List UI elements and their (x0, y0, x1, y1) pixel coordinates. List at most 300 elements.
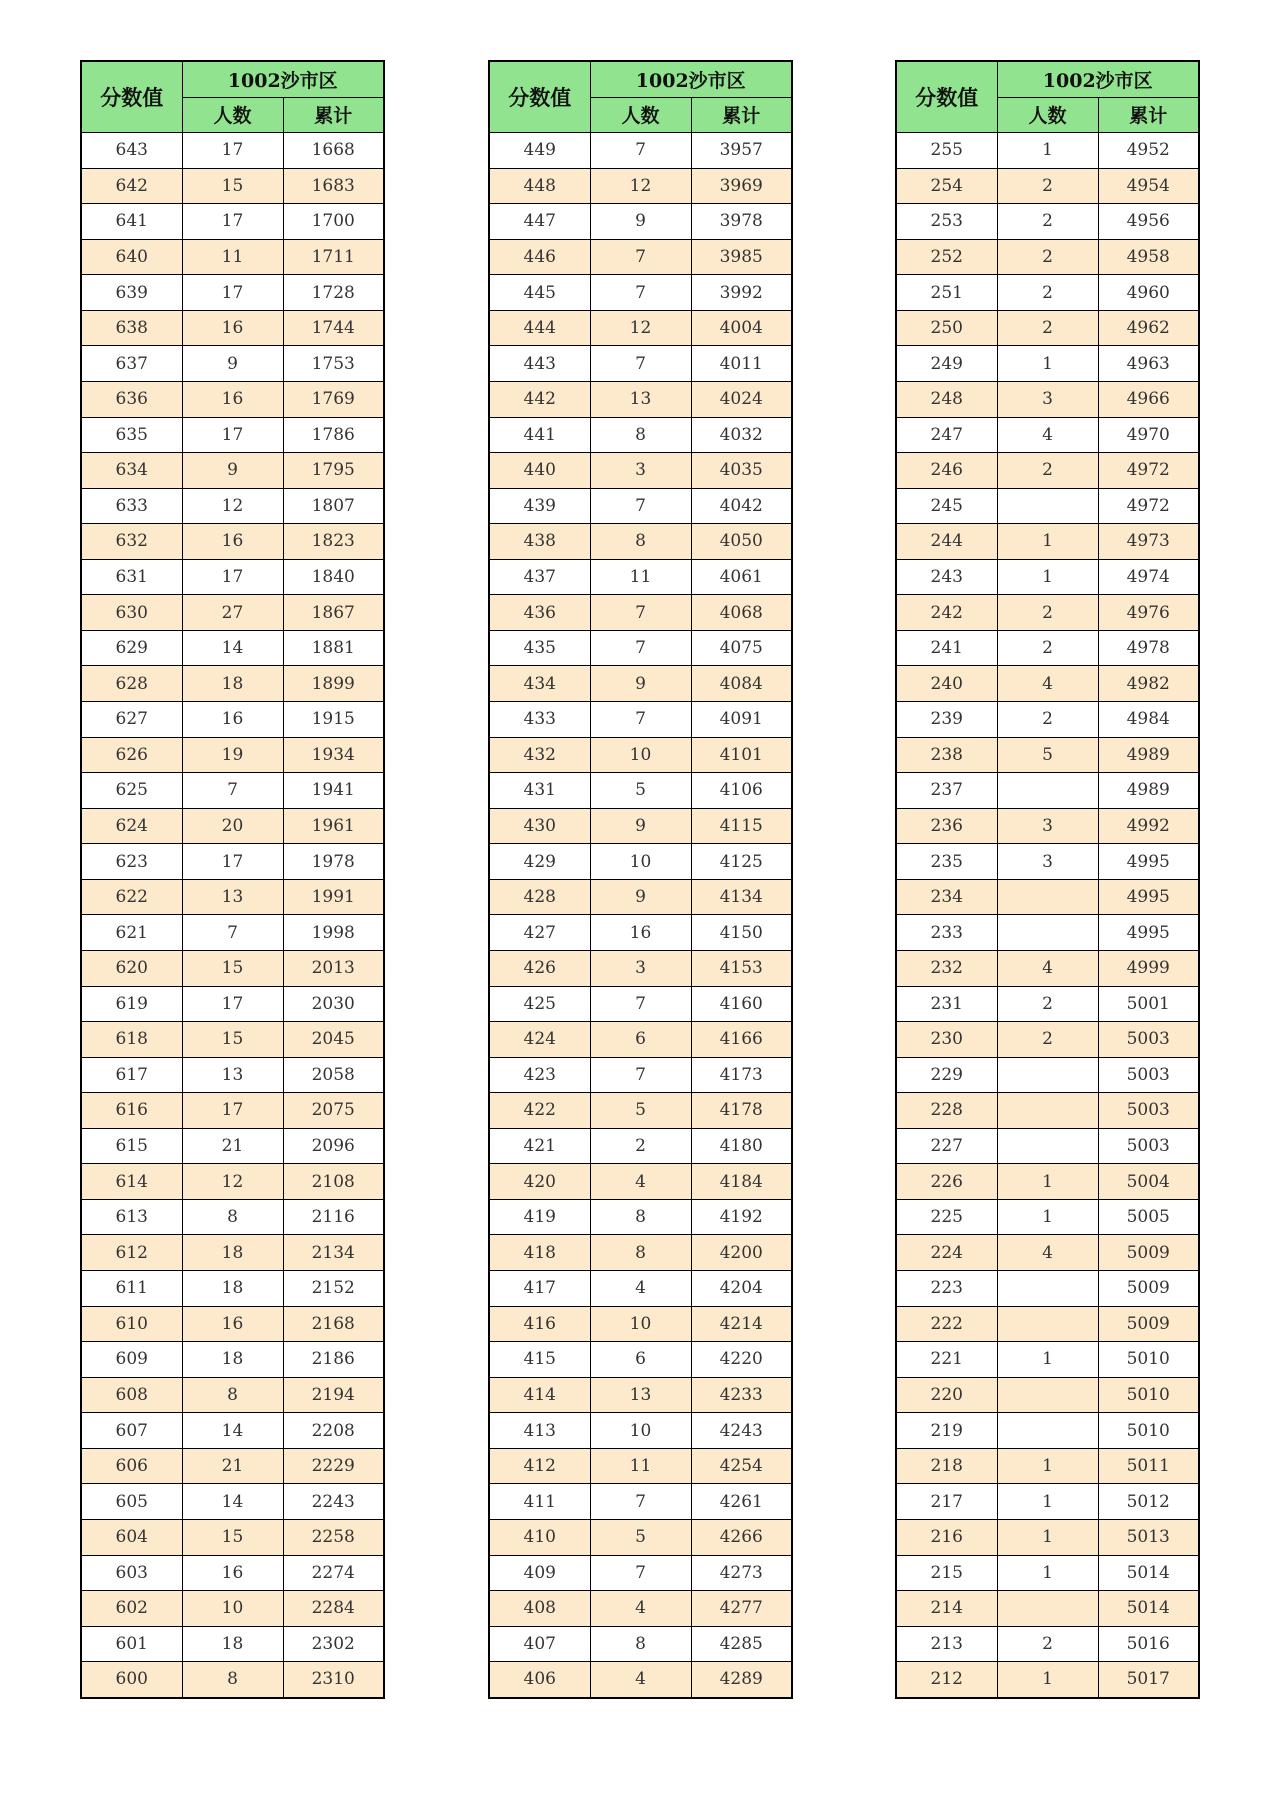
score-cell: 418 (489, 1235, 590, 1271)
table-row (81, 702, 384, 738)
score-cell: 441 (489, 417, 590, 453)
score-cell: 636 (81, 381, 182, 417)
score-cell: 601 (81, 1626, 182, 1662)
score-cell: 639 (81, 275, 182, 311)
cumulative-cell: 1807 (283, 488, 384, 524)
table-row (81, 133, 384, 169)
score-table-2 (488, 60, 793, 1699)
score-cell: 246 (896, 453, 997, 489)
score-cell: 446 (489, 239, 590, 275)
cumulative-cell: 5003 (1098, 1128, 1199, 1164)
count-cell: 4 (590, 1164, 691, 1200)
table-row (896, 381, 1199, 417)
table-row (81, 239, 384, 275)
score-cell: 632 (81, 524, 182, 560)
cumulative-cell: 4989 (1098, 773, 1199, 809)
count-cell: 3 (997, 808, 1098, 844)
cumulative-cell: 4220 (691, 1342, 792, 1378)
count-cell: 7 (590, 1057, 691, 1093)
count-cell: 3 (590, 950, 691, 986)
score-cell: 440 (489, 453, 590, 489)
table-body (489, 133, 792, 1698)
count-cell: 1 (997, 559, 1098, 595)
table-row (81, 1235, 384, 1271)
table-row (81, 204, 384, 240)
cumulative-cell: 1941 (283, 773, 384, 809)
cumulative-cell: 1683 (283, 168, 384, 204)
table-row (81, 1128, 384, 1164)
score-cell: 431 (489, 773, 590, 809)
table-row (81, 1519, 384, 1555)
cumulative-cell: 2208 (283, 1413, 384, 1449)
cumulative-cell: 2058 (283, 1057, 384, 1093)
cumulative-cell: 1961 (283, 808, 384, 844)
table-row (489, 595, 792, 631)
cumulative-cell: 2243 (283, 1484, 384, 1520)
cumulative-cell: 4254 (691, 1448, 792, 1484)
score-cell: 237 (896, 773, 997, 809)
count-cell: 5 (590, 1519, 691, 1555)
cumulative-cell: 1991 (283, 879, 384, 915)
count-cell: 1 (997, 1164, 1098, 1200)
score-cell: 235 (896, 844, 997, 880)
cumulative-cell: 4125 (691, 844, 792, 880)
cumulative-cell: 4976 (1098, 595, 1199, 631)
count-cell: 15 (182, 950, 283, 986)
count-cell: 1 (997, 1199, 1098, 1235)
table-row (81, 1484, 384, 1520)
table-row (489, 1626, 792, 1662)
score-cell: 224 (896, 1235, 997, 1271)
count-cell: 1 (997, 1662, 1098, 1698)
score-cell: 222 (896, 1306, 997, 1342)
score-cell: 442 (489, 381, 590, 417)
table-row (896, 488, 1199, 524)
table-row (81, 879, 384, 915)
cumulative-cell: 4956 (1098, 204, 1199, 240)
count-cell (997, 1591, 1098, 1627)
count-cell: 17 (182, 417, 283, 453)
cumulative-cell: 2258 (283, 1519, 384, 1555)
table-row (489, 310, 792, 346)
count-cell: 17 (182, 986, 283, 1022)
score-cell: 621 (81, 915, 182, 951)
count-cell: 7 (590, 986, 691, 1022)
count-cell: 16 (182, 310, 283, 346)
table-row (896, 204, 1199, 240)
count-cell: 15 (182, 1022, 283, 1058)
cumulative-column-header: 累计 (1098, 97, 1199, 133)
count-cell: 1 (997, 1484, 1098, 1520)
table-row (489, 915, 792, 951)
table-row (489, 524, 792, 560)
score-cell: 624 (81, 808, 182, 844)
table-row (896, 1128, 1199, 1164)
cumulative-cell: 4261 (691, 1484, 792, 1520)
count-cell: 12 (590, 168, 691, 204)
cumulative-cell: 2075 (283, 1093, 384, 1129)
cumulative-cell: 2168 (283, 1306, 384, 1342)
score-cell: 422 (489, 1093, 590, 1129)
table-row (896, 1662, 1199, 1698)
score-cell: 626 (81, 737, 182, 773)
score-cell: 253 (896, 204, 997, 240)
cumulative-cell: 4273 (691, 1555, 792, 1591)
count-cell: 9 (590, 808, 691, 844)
table-row (81, 630, 384, 666)
score-table-3 (895, 60, 1200, 1699)
count-cell: 2 (997, 1022, 1098, 1058)
cumulative-cell: 4973 (1098, 524, 1199, 560)
count-cell: 18 (182, 1342, 283, 1378)
count-cell: 17 (182, 844, 283, 880)
cumulative-cell: 4992 (1098, 808, 1199, 844)
table-row (489, 844, 792, 880)
count-cell: 4 (997, 417, 1098, 453)
table-row (489, 1591, 792, 1627)
count-cell: 12 (182, 1164, 283, 1200)
cumulative-cell: 4966 (1098, 381, 1199, 417)
count-cell: 12 (182, 488, 283, 524)
table-row (896, 773, 1199, 809)
score-cell: 437 (489, 559, 590, 595)
score-cell: 251 (896, 275, 997, 311)
table-row (81, 1306, 384, 1342)
score-cell: 609 (81, 1342, 182, 1378)
table-row (489, 1306, 792, 1342)
score-table-1 (80, 60, 385, 1699)
cumulative-cell: 5001 (1098, 986, 1199, 1022)
cumulative-cell: 3969 (691, 168, 792, 204)
count-cell: 9 (590, 204, 691, 240)
score-cell: 618 (81, 1022, 182, 1058)
score-cell: 623 (81, 844, 182, 880)
count-column-header: 人数 (997, 97, 1098, 133)
table-row (896, 239, 1199, 275)
score-cell: 414 (489, 1377, 590, 1413)
cumulative-cell: 4952 (1098, 133, 1199, 169)
count-cell: 27 (182, 595, 283, 631)
score-cell: 427 (489, 915, 590, 951)
score-cell: 627 (81, 702, 182, 738)
cumulative-cell: 5009 (1098, 1306, 1199, 1342)
table-row (489, 986, 792, 1022)
count-cell (997, 1306, 1098, 1342)
count-cell: 4 (997, 666, 1098, 702)
cumulative-cell: 4995 (1098, 879, 1199, 915)
cumulative-cell: 5010 (1098, 1413, 1199, 1449)
score-cell: 407 (489, 1626, 590, 1662)
cumulative-cell: 1753 (283, 346, 384, 382)
cumulative-cell: 5014 (1098, 1555, 1199, 1591)
table-row (489, 773, 792, 809)
count-cell: 15 (182, 1519, 283, 1555)
count-cell: 2 (997, 204, 1098, 240)
cumulative-cell: 4011 (691, 346, 792, 382)
cumulative-cell: 4243 (691, 1413, 792, 1449)
count-cell: 16 (590, 915, 691, 951)
count-cell: 8 (590, 1199, 691, 1235)
score-cell: 428 (489, 879, 590, 915)
count-cell: 6 (590, 1022, 691, 1058)
cumulative-cell: 5005 (1098, 1199, 1199, 1235)
score-cell: 633 (81, 488, 182, 524)
count-cell (997, 1057, 1098, 1093)
score-cell: 219 (896, 1413, 997, 1449)
cumulative-cell: 2045 (283, 1022, 384, 1058)
cumulative-cell: 4995 (1098, 844, 1199, 880)
cumulative-cell: 1998 (283, 915, 384, 951)
table-row (896, 1164, 1199, 1200)
score-cell: 443 (489, 346, 590, 382)
score-cell: 447 (489, 204, 590, 240)
table-row (81, 1413, 384, 1449)
score-cell: 212 (896, 1662, 997, 1698)
count-cell: 15 (182, 168, 283, 204)
table-row (896, 1626, 1199, 1662)
cumulative-cell: 2116 (283, 1199, 384, 1235)
table-row (896, 630, 1199, 666)
count-cell: 10 (590, 737, 691, 773)
score-cell: 642 (81, 168, 182, 204)
cumulative-cell: 2302 (283, 1626, 384, 1662)
count-cell: 3 (997, 844, 1098, 880)
cumulative-cell: 4958 (1098, 239, 1199, 275)
score-cell: 421 (489, 1128, 590, 1164)
table-row (489, 950, 792, 986)
score-cell: 226 (896, 1164, 997, 1200)
cumulative-cell: 1867 (283, 595, 384, 631)
cumulative-cell: 1786 (283, 417, 384, 453)
score-cell: 248 (896, 381, 997, 417)
score-cell: 628 (81, 666, 182, 702)
score-cell: 239 (896, 702, 997, 738)
count-cell: 17 (182, 133, 283, 169)
cumulative-cell: 4184 (691, 1164, 792, 1200)
table-row (489, 1271, 792, 1307)
score-cell: 449 (489, 133, 590, 169)
table-body (896, 133, 1199, 1698)
count-column-header: 人数 (590, 97, 691, 133)
table-row (81, 1199, 384, 1235)
score-cell: 227 (896, 1128, 997, 1164)
table-row (896, 559, 1199, 595)
count-cell: 2 (997, 239, 1098, 275)
score-cell: 419 (489, 1199, 590, 1235)
cumulative-cell: 4032 (691, 417, 792, 453)
cumulative-cell: 1668 (283, 133, 384, 169)
table-row (896, 1306, 1199, 1342)
count-cell (997, 915, 1098, 951)
score-cell: 448 (489, 168, 590, 204)
table-row (896, 950, 1199, 986)
score-cell: 213 (896, 1626, 997, 1662)
count-cell (997, 1413, 1098, 1449)
cumulative-cell: 5012 (1098, 1484, 1199, 1520)
table-row (81, 524, 384, 560)
table-row (81, 381, 384, 417)
score-cell: 233 (896, 915, 997, 951)
cumulative-cell: 1823 (283, 524, 384, 560)
count-cell: 8 (590, 524, 691, 560)
count-cell: 11 (590, 559, 691, 595)
count-cell (997, 1093, 1098, 1129)
count-cell: 2 (997, 168, 1098, 204)
cumulative-cell: 2186 (283, 1342, 384, 1378)
count-cell: 5 (997, 737, 1098, 773)
cumulative-cell: 4982 (1098, 666, 1199, 702)
table-row (489, 1235, 792, 1271)
score-cell: 635 (81, 417, 182, 453)
score-cell: 215 (896, 1555, 997, 1591)
table-row (81, 453, 384, 489)
cumulative-cell: 4042 (691, 488, 792, 524)
count-cell: 1 (997, 133, 1098, 169)
cumulative-cell: 1711 (283, 239, 384, 275)
count-cell: 7 (590, 346, 691, 382)
count-cell: 7 (590, 133, 691, 169)
table-row (81, 1662, 384, 1698)
cumulative-cell: 4970 (1098, 417, 1199, 453)
score-cell: 245 (896, 488, 997, 524)
table-row (489, 737, 792, 773)
cumulative-cell: 3978 (691, 204, 792, 240)
cumulative-cell: 1728 (283, 275, 384, 311)
score-cell: 255 (896, 133, 997, 169)
count-cell: 8 (590, 1235, 691, 1271)
table-row (489, 453, 792, 489)
table-row (896, 168, 1199, 204)
table-row (896, 133, 1199, 169)
score-cell: 602 (81, 1591, 182, 1627)
table-row (489, 1413, 792, 1449)
score-cell: 613 (81, 1199, 182, 1235)
table-row (489, 1057, 792, 1093)
cumulative-cell: 4173 (691, 1057, 792, 1093)
score-cell: 426 (489, 950, 590, 986)
score-cell: 236 (896, 808, 997, 844)
table-row (896, 1022, 1199, 1058)
table-row (489, 666, 792, 702)
count-cell: 18 (182, 1271, 283, 1307)
cumulative-cell: 2284 (283, 1591, 384, 1627)
score-cell: 230 (896, 1022, 997, 1058)
score-cell: 630 (81, 595, 182, 631)
table-row (81, 488, 384, 524)
count-cell: 14 (182, 1413, 283, 1449)
count-cell: 14 (182, 630, 283, 666)
cumulative-cell: 4134 (691, 879, 792, 915)
cumulative-cell: 1744 (283, 310, 384, 346)
cumulative-cell: 4962 (1098, 310, 1199, 346)
table-row (81, 1555, 384, 1591)
score-cell: 634 (81, 453, 182, 489)
cumulative-cell: 4091 (691, 702, 792, 738)
count-cell: 7 (590, 1555, 691, 1591)
score-cell: 435 (489, 630, 590, 666)
score-cell: 225 (896, 1199, 997, 1235)
count-cell: 1 (997, 1342, 1098, 1378)
count-cell: 2 (590, 1128, 691, 1164)
count-cell: 13 (590, 381, 691, 417)
cumulative-cell: 5009 (1098, 1271, 1199, 1307)
count-cell: 9 (182, 346, 283, 382)
table-row (81, 1377, 384, 1413)
cumulative-cell: 4974 (1098, 559, 1199, 595)
count-cell: 7 (182, 773, 283, 809)
score-cell: 252 (896, 239, 997, 275)
cumulative-cell: 4178 (691, 1093, 792, 1129)
cumulative-cell: 4204 (691, 1271, 792, 1307)
cumulative-cell: 4101 (691, 737, 792, 773)
score-cell: 244 (896, 524, 997, 560)
score-cell: 434 (489, 666, 590, 702)
table-row (81, 1057, 384, 1093)
score-cell: 638 (81, 310, 182, 346)
table-row (896, 808, 1199, 844)
table-row (896, 1484, 1199, 1520)
cumulative-cell: 2013 (283, 950, 384, 986)
score-column-header: 分数值 (896, 61, 997, 133)
table-row (81, 1164, 384, 1200)
score-cell: 238 (896, 737, 997, 773)
cumulative-cell: 4160 (691, 986, 792, 1022)
table-row (896, 1448, 1199, 1484)
score-cell: 637 (81, 346, 182, 382)
count-cell (997, 1377, 1098, 1413)
table-row (896, 702, 1199, 738)
count-cell: 7 (590, 1484, 691, 1520)
cumulative-cell: 5010 (1098, 1377, 1199, 1413)
table-row (489, 808, 792, 844)
cumulative-cell: 1881 (283, 630, 384, 666)
table-row (81, 1591, 384, 1627)
score-cell: 604 (81, 1519, 182, 1555)
table-row (81, 844, 384, 880)
score-cell: 229 (896, 1057, 997, 1093)
count-cell: 2 (997, 702, 1098, 738)
count-cell: 7 (590, 630, 691, 666)
cumulative-cell: 4084 (691, 666, 792, 702)
score-cell: 432 (489, 737, 590, 773)
table-row (81, 346, 384, 382)
table-row (489, 275, 792, 311)
cumulative-cell: 1700 (283, 204, 384, 240)
cumulative-cell: 5003 (1098, 1057, 1199, 1093)
table-row (896, 1555, 1199, 1591)
cumulative-cell: 4115 (691, 808, 792, 844)
table-row (489, 879, 792, 915)
score-cell: 220 (896, 1377, 997, 1413)
score-cell: 444 (489, 310, 590, 346)
count-cell: 21 (182, 1448, 283, 1484)
count-cell: 18 (182, 1235, 283, 1271)
count-cell: 17 (182, 275, 283, 311)
table-row (489, 346, 792, 382)
table-row (81, 595, 384, 631)
cumulative-cell: 5003 (1098, 1093, 1199, 1129)
count-cell: 5 (590, 1093, 691, 1129)
table-body (81, 133, 384, 1698)
table-row (81, 666, 384, 702)
table-row (896, 986, 1199, 1022)
score-cell: 605 (81, 1484, 182, 1520)
count-cell: 16 (182, 524, 283, 560)
cumulative-column-header: 累计 (283, 97, 384, 133)
cumulative-cell: 1769 (283, 381, 384, 417)
table-row (489, 239, 792, 275)
count-cell: 9 (590, 879, 691, 915)
